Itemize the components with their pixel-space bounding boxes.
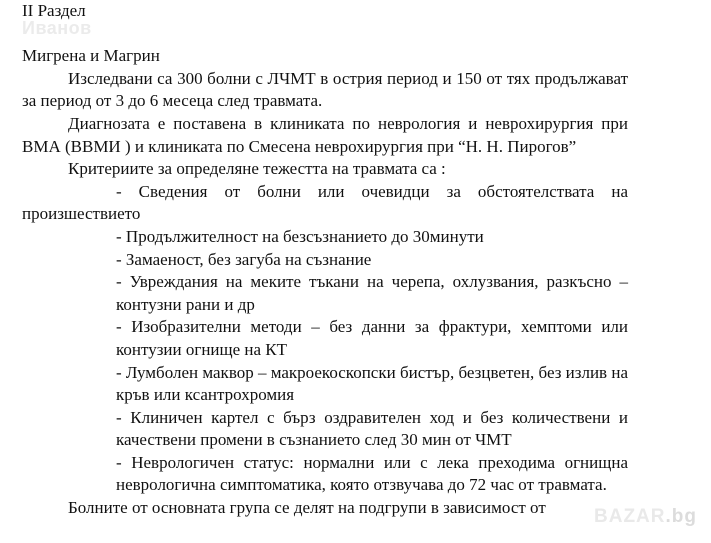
spacer-line: [22, 23, 628, 46]
criteria-item: - Продължителност на безсъзнанието до 30минути: [116, 226, 484, 246]
document-page: [22, 0, 628, 520]
criteria-item: - Увреждания на меките тъкани на черепа, охлузвания, разкъсно – контузни рани и др: [116, 272, 628, 314]
criteria-item: - Лумболен маквор – макроекоскопски бистър, безцветен, без излив на кръв или ксантрохромия: [116, 362, 628, 405]
criteria-item: - Неврологичен статус: нормални или с лека преходима огнищна неврологична симптоматика, която отзвучава до 72 час от травмата.: [116, 452, 628, 495]
paragraph-subgroups: Болните от основната група се делят на подгрупи в зависимост от: [68, 498, 546, 518]
document-title: Мигрена и Магрин: [22, 46, 160, 66]
criteria-item: - Сведения от болни или очевидци за обстоятелствата на произшествието: [22, 181, 628, 224]
criteria-item: - Изобразителни методи – без данни за фрактури, хемптоми или контузии огнище на КТ: [116, 317, 628, 359]
paragraph-diagnosis: Диагнозата е поставена в клиниката по неврология и неврохирургия при ВМА (ВВМИ ) и клиниката по Смесена неврохирургия при “Н. Н. Пирогов”: [22, 113, 628, 156]
criteria-item: - Замаеност, без загуба на съзнание: [116, 249, 372, 269]
section-heading: II Раздел: [22, 1, 86, 20]
criteria-item: - Клиничен картел с бърз оздравителен ход и без количествени и качествени промени в съзнанието след 30 мин от ЧМТ: [116, 407, 628, 450]
paragraph-criteria-intro: Критериите за определяне тежестта на травмата са :: [68, 159, 446, 179]
watermark-name: Иванов: [22, 18, 92, 38]
paragraph-study: Изследвани са 300 болни с ЛЧМТ в острия период и 150 от тях продължават за период от 3 до 6 месеца след травмата.: [22, 68, 628, 111]
bazar-watermark: BAZAR.bg: [594, 506, 697, 528]
